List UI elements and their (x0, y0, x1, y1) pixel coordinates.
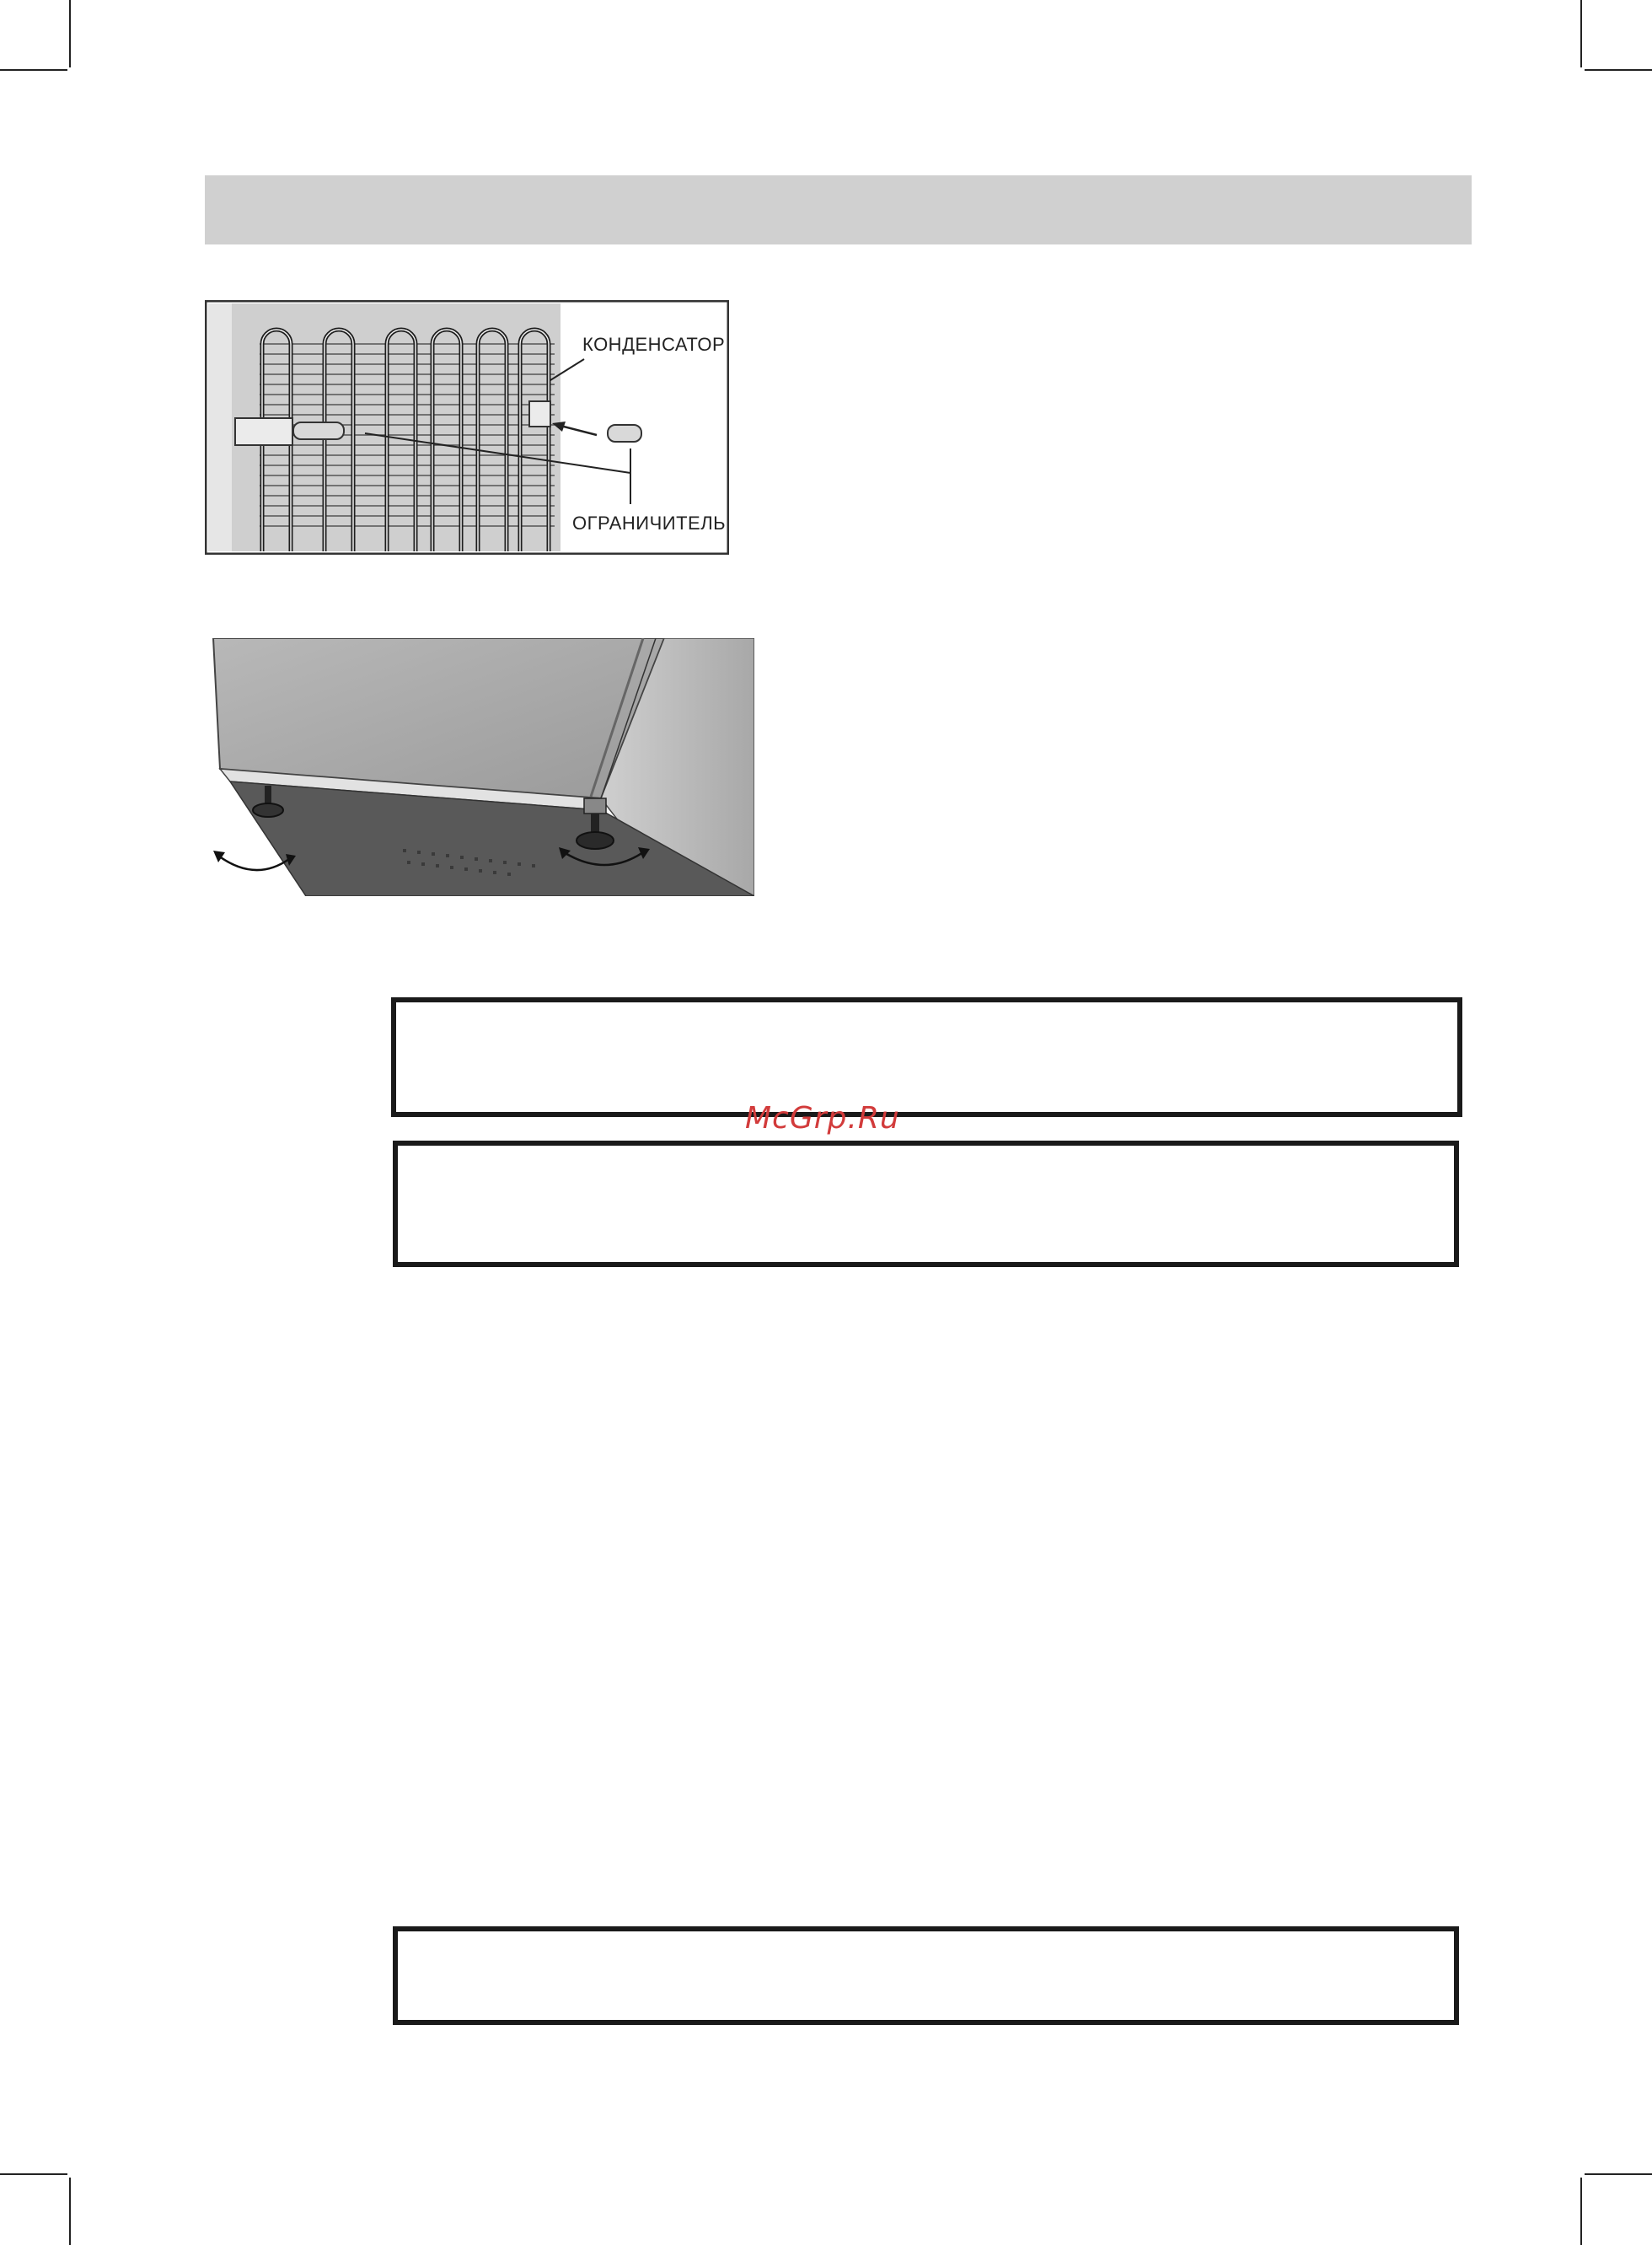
condenser-figure (205, 300, 729, 555)
crop-mark (1580, 2178, 1582, 2245)
leveling-feet-figure (205, 638, 754, 896)
watermark: McGrp.Ru (745, 1101, 900, 1136)
crop-mark (0, 69, 67, 71)
crop-mark (0, 2173, 67, 2175)
crop-mark (1585, 69, 1652, 71)
crop-mark (1585, 2173, 1652, 2175)
limiter-label: ОГРАНИЧИТЕЛЬ (572, 513, 727, 534)
note-box (391, 997, 1462, 1117)
note-box (393, 1926, 1459, 2025)
crop-mark (69, 0, 71, 67)
crop-mark (1580, 0, 1582, 67)
condenser-label: КОНДЕНСАТОР (582, 334, 726, 355)
leveling-feet-illustration (205, 638, 754, 896)
note-box (393, 1141, 1459, 1267)
crop-mark (69, 2178, 71, 2245)
section-header-bar (205, 175, 1472, 244)
